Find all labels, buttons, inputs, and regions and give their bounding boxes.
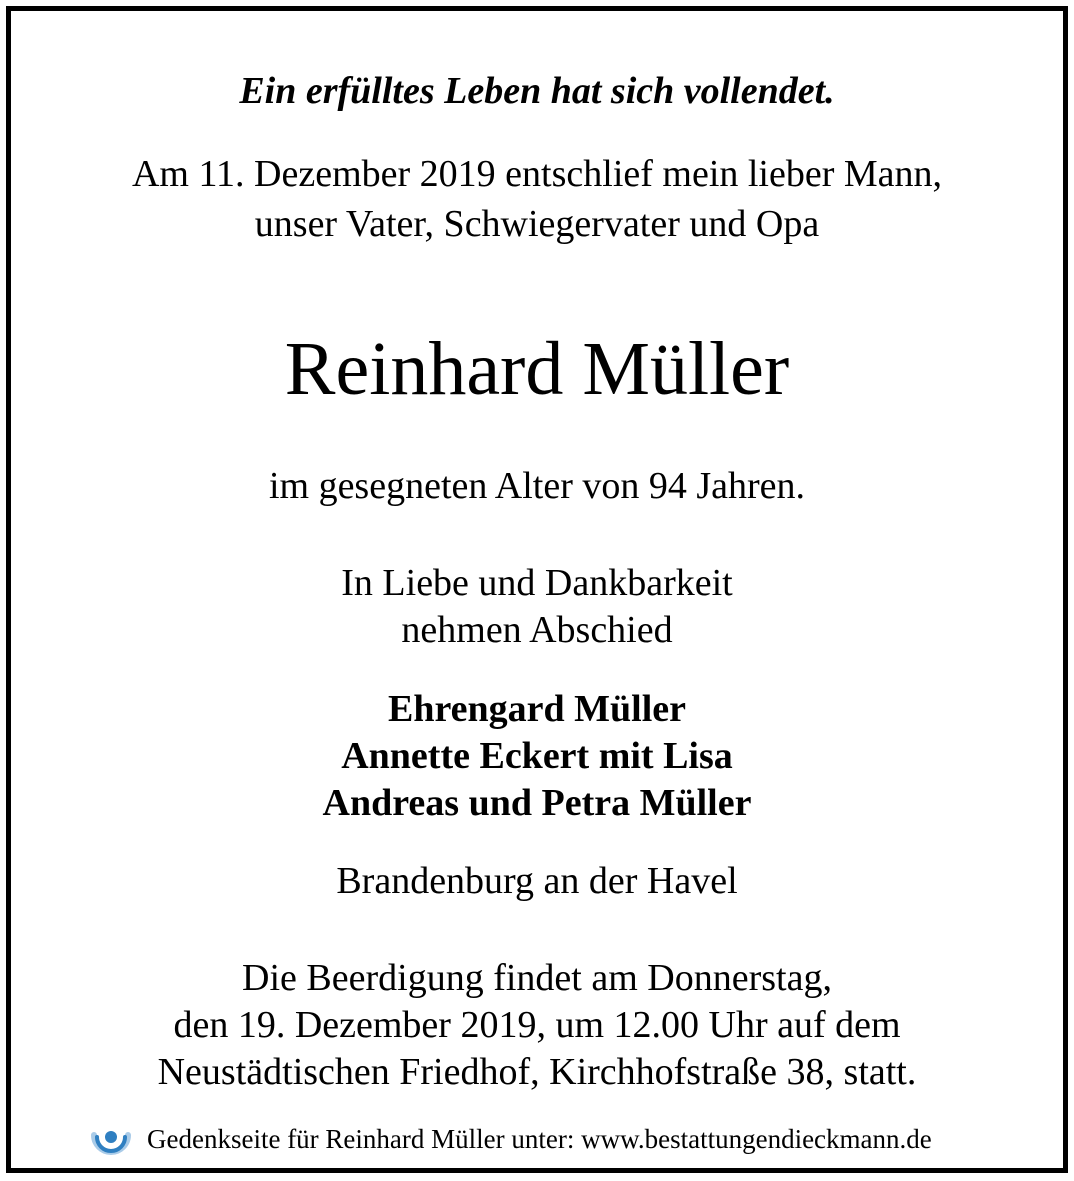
intro-line-2: unser Vater, Schwiegervater und Opa [254, 203, 820, 245]
memorial-page-footer [87, 1115, 932, 1163]
mourner-name: Ehrengard Müller [387, 688, 686, 730]
funeral-info-line-1: Die Beerdigung findet am Donnerstag, [242, 957, 832, 999]
mourner-name: Annette Eckert mit Lisa [341, 735, 733, 777]
farewell-line-2: nehmen Abschied [401, 609, 673, 651]
memorial-page-link-text: Gedenkseite für Reinhard Müller unter: www.bestattungendieckmann.de [147, 1123, 932, 1154]
farewell-line-1: In Liebe und Dankbarkeit [341, 562, 733, 604]
funeral-info-line-2: den 19. Dezember 2019, um 12.00 Uhr auf dem [173, 1004, 901, 1046]
intro-line-1: Am 11. Dezember 2019 entschlief mein lieber Mann, [131, 153, 943, 195]
deceased-name: Reinhard Müller [284, 327, 790, 411]
memorial-logo-icon [87, 1115, 135, 1163]
place: Brandenburg an der Havel [336, 860, 738, 902]
mourner-name: Andreas und Petra Müller [322, 782, 752, 824]
obituary-notice [6, 6, 1068, 1173]
age-line: im gesegneten Alter von 94 Jahren. [268, 465, 806, 507]
funeral-info-line-3: Neustädtischen Friedhof, Kirchhofstraße 38, statt. [157, 1051, 917, 1093]
motto: Ein erfülltes Leben hat sich vollendet. [239, 70, 835, 112]
